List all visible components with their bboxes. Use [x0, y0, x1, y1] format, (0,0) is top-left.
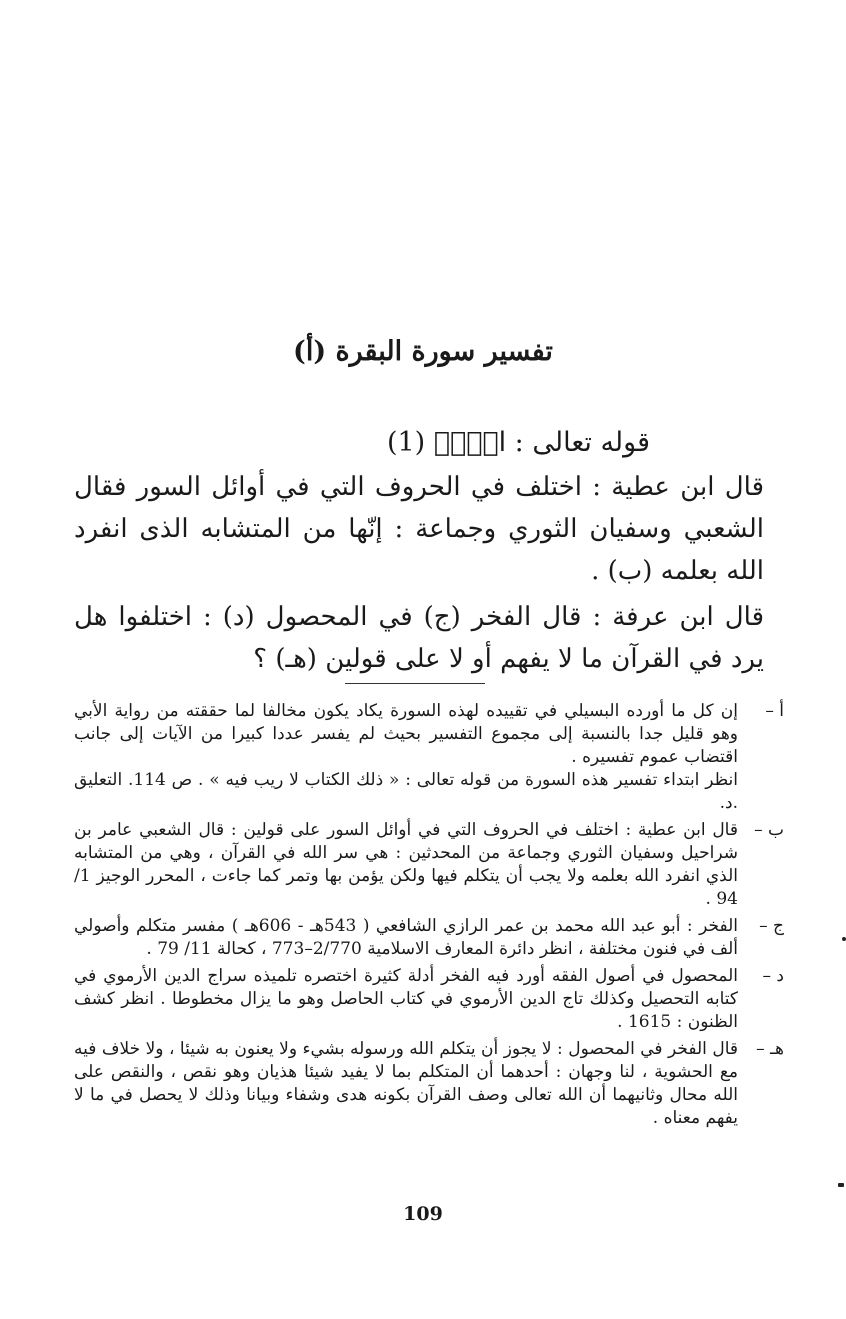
paragraph-text: قال ابن عرفة : قال الفخر (ج) في المحصول (د) : اختلفوا هل يرد في القرآن ما لا يفهم أو لا على قولين (هـ) ؟ [74, 602, 764, 674]
footnote-text: قال ابن عطية : اختلف في الحروف التي في أوائل السور على قولين : قال الشعبي عامر بن شراحيل وسفيان الثوري وجماعة من المحدثين : هي سر الله في القرآن ، وهي من المتشابه الذي انفرد الله بعلمه ولا يجب أن يتكلم فيها ولكن يؤمن بها وتمر كما جاءت ، المحرر الوجيز 1/ 94 . [74, 820, 738, 909]
footnote-text: إن كل ما أورده البسيلي في تقييده لهذه السورة يكاد يكون مخالفا لما حققته من رواية الأبي وهو قليل جدا بالنسبة إلى مجموع التفسير بحيث لم يفسر عددا كبيرا من الآيات إلى جانب اقتضاب عموم تفسيره . [74, 701, 738, 767]
footnote-text: المحصول في أصول الفقه أورد فيه الفخر أدلة كثيرة اختصره تلميذه سراج الدين الأرموي في كتابه التحصيل وكذلك تاج الدين الأرموي في كتاب الحاصل وهو ما يزال مخطوطا . انظر كشف الظنون : 1615 . [74, 966, 738, 1032]
verse-heading: قوله تعالى : الۤمۤ (1) [386, 427, 650, 458]
footnote-text: قال الفخر في المحصول : لا يجوز أن يتكلم الله ورسوله بشيء ولا يعنون به شيئا ، ولا خلاف فيه مع الحشوية ، لنا وجهان : أحدهما أن المتكلم بما لا يفيد شيئا هذيان وهو نقص ، والنقص على الله محال وثانيهما أن الله تعالى وصف القرآن بكونه هدى وشفاء وبيانا وذلك لا يحصل في ما لا يفهم معناه . [74, 1039, 738, 1128]
footnote-marker: ب – [754, 820, 784, 840]
footnote-extra-text: انظر ابتداء تفسير هذه السورة من قوله تعالى : « ذلك الكتاب لا ريب فيه » . ص 114. التعليق .د. [74, 770, 738, 813]
footnote-marker: ج – [759, 916, 784, 936]
footnote-marker: هـ – [756, 1039, 784, 1059]
page-number: 109 [403, 1203, 443, 1225]
section-title: تفسير سورة البقرة (أ) [293, 336, 553, 367]
footnotes [74, 700, 784, 1134]
footnote-b [74, 819, 784, 911]
footnote-separator [345, 683, 485, 684]
main-paragraph-1 [74, 466, 764, 592]
footnote-a [74, 700, 784, 815]
main-paragraph-2 [74, 596, 764, 680]
scan-speck [842, 937, 846, 941]
footnote-h [74, 1038, 784, 1130]
paragraph-text: قال ابن عطية : اختلف في الحروف التي في أوائل السور فقال الشعبي وسفيان الثوري وجماعة : إنّها من المتشابه الذى انفرد الله بعلمه (ب) . [74, 472, 764, 586]
footnote-d [74, 965, 784, 1034]
scan-speck [838, 1183, 844, 1187]
footnote-marker: أ – [765, 701, 784, 721]
footnote-text: الفخر : أبو عبد الله محمد بن عمر الرازي الشافعي ( 543هـ - 606هـ ) مفسر متكلم وأصولي ألف في فنون مختلفة ، انظر دائرة المعارف الاسلامية 2/770–773 ، كحالة 11/ 79 . [74, 916, 738, 959]
footnote-marker: د – [762, 966, 784, 986]
footnote-j [74, 915, 784, 961]
